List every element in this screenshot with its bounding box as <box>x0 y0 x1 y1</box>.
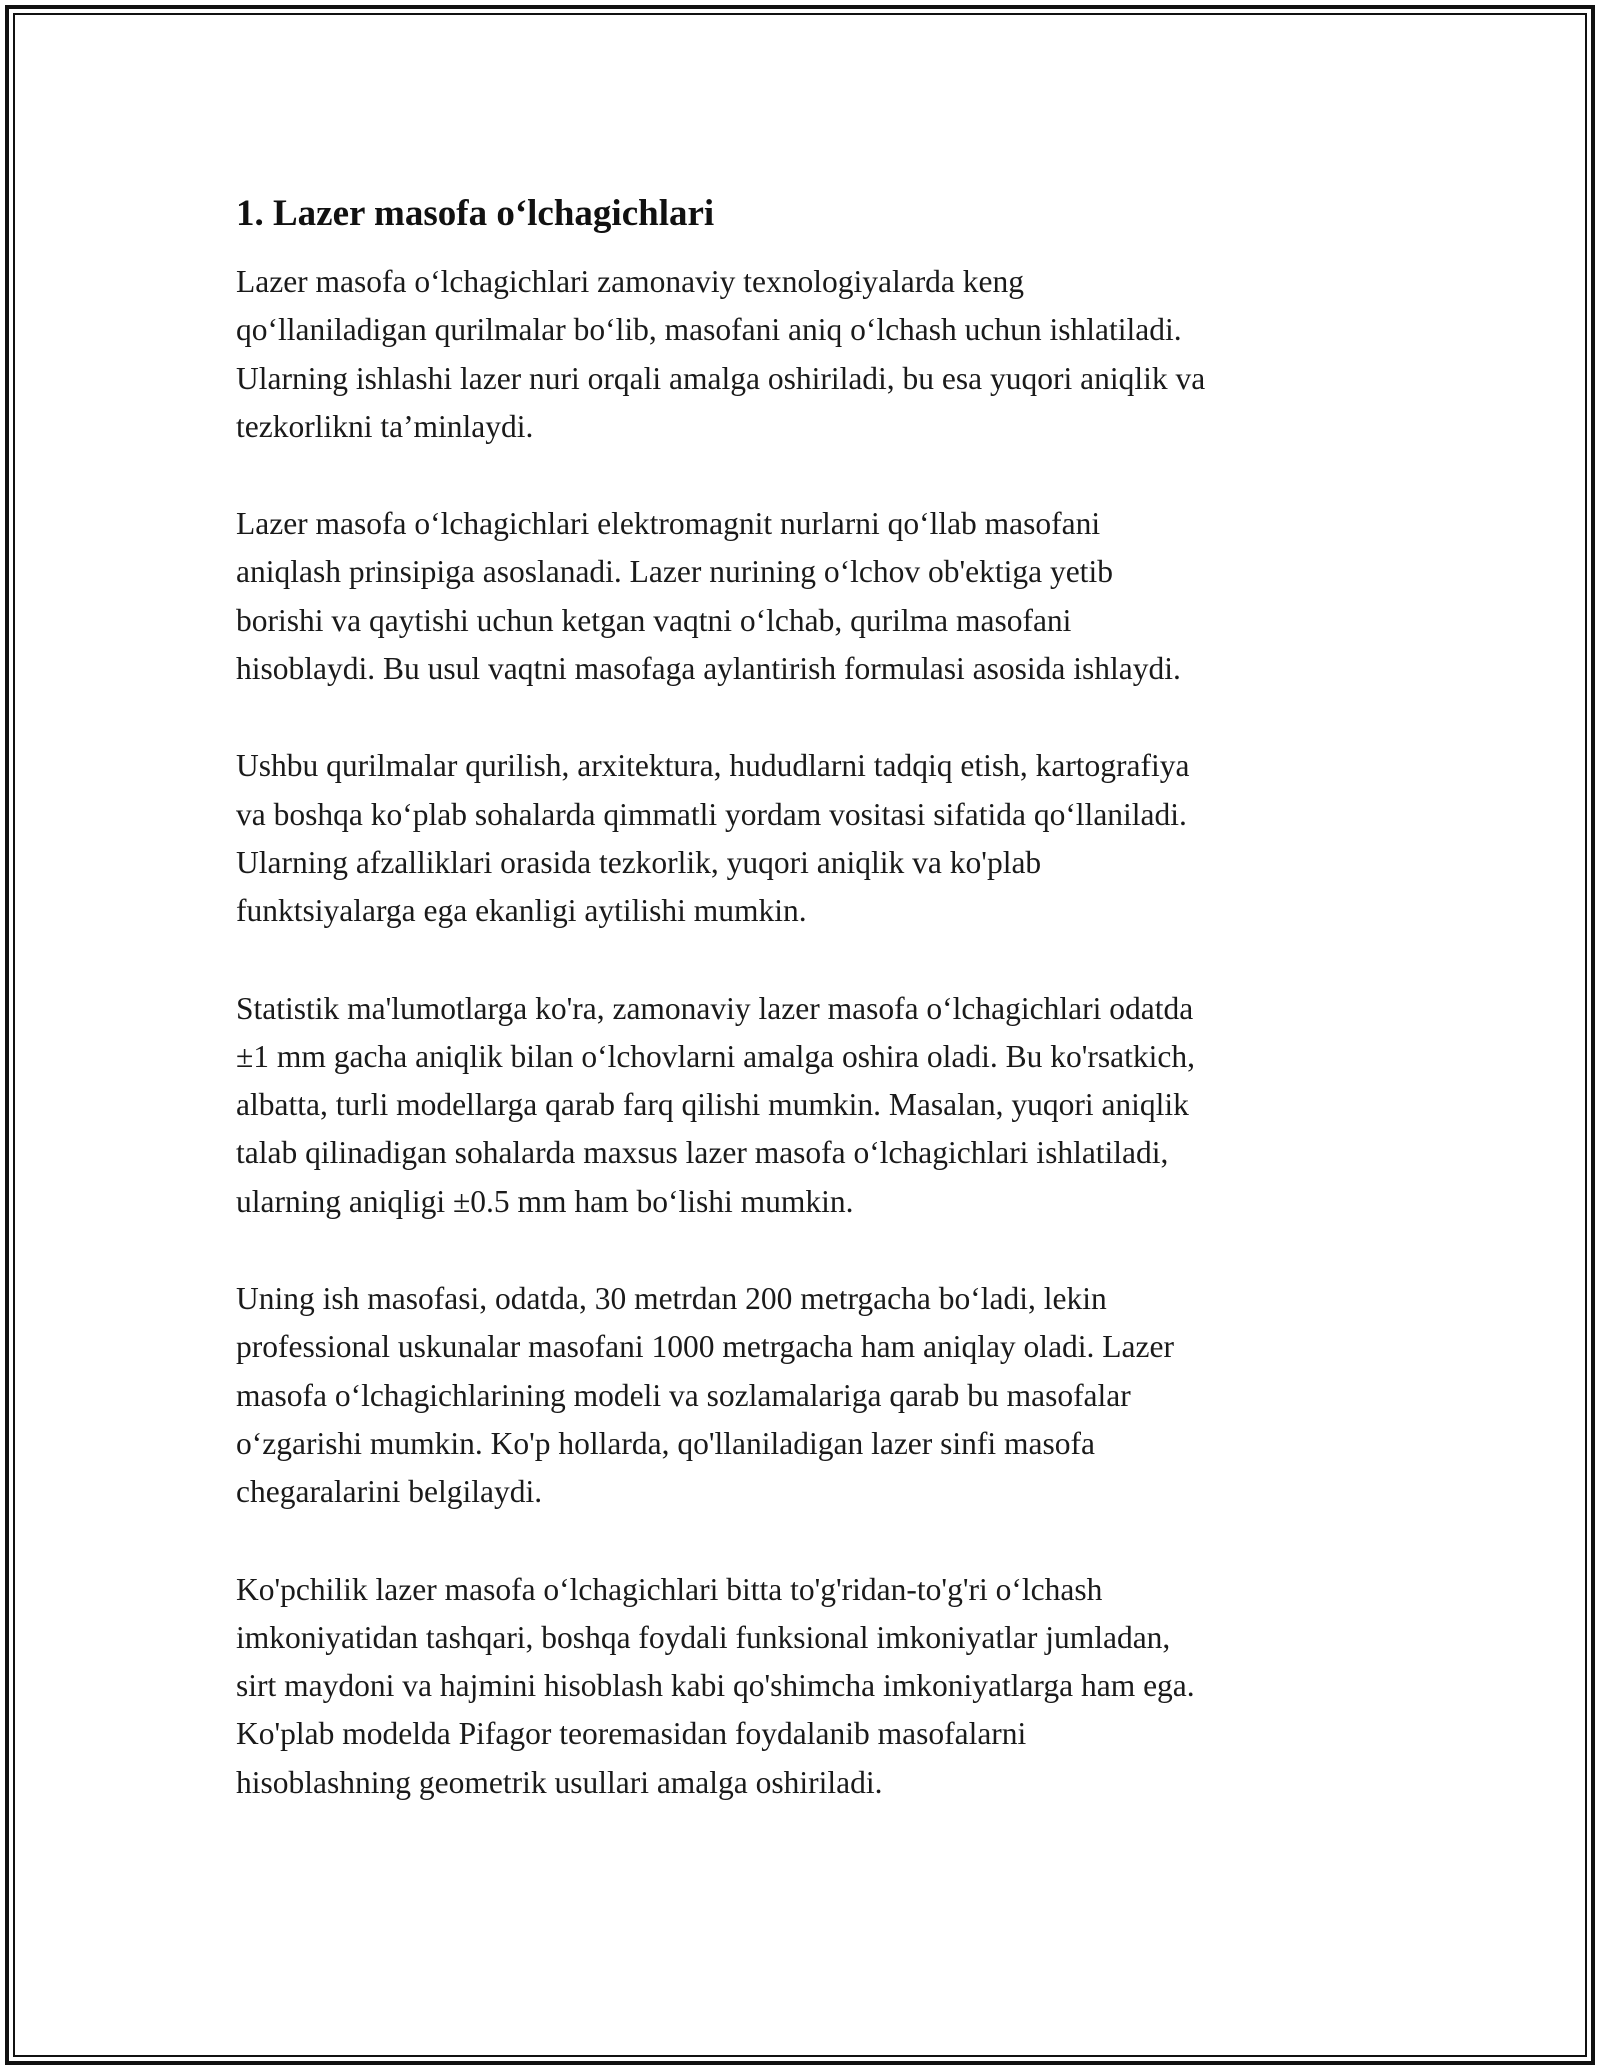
paragraph-line: talab qilinadigan sohalarda maxsus lazer masofa o‘lchagichlari ishlatiladi, <box>236 1135 1169 1171</box>
paragraph-line: aniqlash prinsipiga asoslanadi. Lazer nurining o‘lchov ob'ektiga yetib <box>236 554 1113 590</box>
paragraph-line: va boshqa ko‘plab sohalarda qimmatli yordam vositasi sifatida qo‘llaniladi. <box>236 796 1187 832</box>
paragraph-line: Ularning afzalliklari orasida tezkorlik, yuqori aniqlik va ko'plab <box>236 844 1042 880</box>
paragraph-line: hisoblaydi. Bu usul vaqtni masofaga aylantirish formulasi asosida ishlaydi. <box>236 651 1181 687</box>
paragraph-line: imkoniyatidan tashqari, boshqa foydali funksional imkoniyatlar jumladan, <box>236 1619 1171 1655</box>
body-paragraph <box>236 742 1376 935</box>
paragraph-line: Lazer masofa o‘lchagichlari zamonaviy texnologiyalarda keng <box>236 264 1025 299</box>
paragraph-line: albatta, turli modellarga qarab farq qilishi mumkin. Masalan, yuqori aniqlik <box>236 1087 1189 1123</box>
paragraph-line: Ushbu qurilmalar qurilish, arxitektura, hududlarni tadqiq etish, kartografiya <box>236 748 1190 784</box>
paragraph-list <box>236 258 1376 1807</box>
paragraph-line: sirt maydoni va hajmini hisoblash kabi qo'shimcha imkoniyatlarga ham ega. <box>236 1668 1195 1704</box>
paragraph-line: tezkorlikni ta’minlaydi. <box>236 408 534 444</box>
body-paragraph <box>236 500 1376 693</box>
paragraph-line: Uning ish masofasi, odatda, 30 metrdan 200 metrgacha bo‘ladi, lekin <box>236 1281 1107 1317</box>
paragraph-line: Ko'pchilik lazer masofa o‘lchagichlari bitta to'g'ridan-to'g'ri o‘lchash <box>236 1571 1103 1607</box>
section-heading: 1. Lazer masofa o‘lchagichlari <box>236 193 715 234</box>
paragraph-line: Statistik ma'lumotlarga ko'ra, zamonaviy lazer masofa o‘lchagichlari odatda <box>236 990 1194 1026</box>
body-paragraph <box>236 1275 1376 1516</box>
paragraph-line: ±1 mm gacha aniqlik bilan o‘lchovlarni amalga oshira oladi. Bu ko'rsatkich, <box>236 1038 1195 1074</box>
paragraph-line: masofa o‘lchagichlarining modeli va sozlamalariga qarab bu masofalar <box>236 1377 1131 1413</box>
paragraph-line: Lazer masofa o‘lchagichlari elektromagnit nurlarni qo‘llab masofani <box>236 506 1101 542</box>
body-paragraph <box>236 1566 1376 1807</box>
paragraph-line: professional uskunalar masofani 1000 metrgacha ham aniqlay oladi. Lazer <box>236 1329 1174 1365</box>
body-paragraph <box>236 258 1376 451</box>
paragraph-line: Ko'plab modelda Pifagor teoremasidan foydalanib masofalarni <box>236 1716 1027 1752</box>
paragraph-line: ularning aniqligi ±0.5 mm ham bo‘lishi mumkin. <box>236 1183 854 1219</box>
paragraph-line: borishi va qaytishi uchun ketgan vaqtni o‘lchab, qurilma masofani <box>236 602 1072 638</box>
document-body <box>236 188 1376 1856</box>
paragraph-line: funktsiyalarga ega ekanligi aytilishi mumkin. <box>236 893 807 929</box>
paragraph-line: Ularning ishlashi lazer nuri orqali amalga oshiriladi, bu esa yuqori aniqlik va <box>236 360 1206 396</box>
paragraph-line: hisoblashning geometrik usullari amalga oshiriladi. <box>236 1764 883 1800</box>
paragraph-line: chegaralarini belgilaydi. <box>236 1474 543 1510</box>
paragraph-line: qo‘llaniladigan qurilmalar bo‘lib, masofani aniq o‘lchash uchun ishlatiladi. <box>236 312 1182 348</box>
paragraph-line: o‘zgarishi mumkin. Ko'p hollarda, qo'llaniladigan lazer sinfi masofa <box>236 1425 1095 1461</box>
body-paragraph <box>236 985 1376 1226</box>
